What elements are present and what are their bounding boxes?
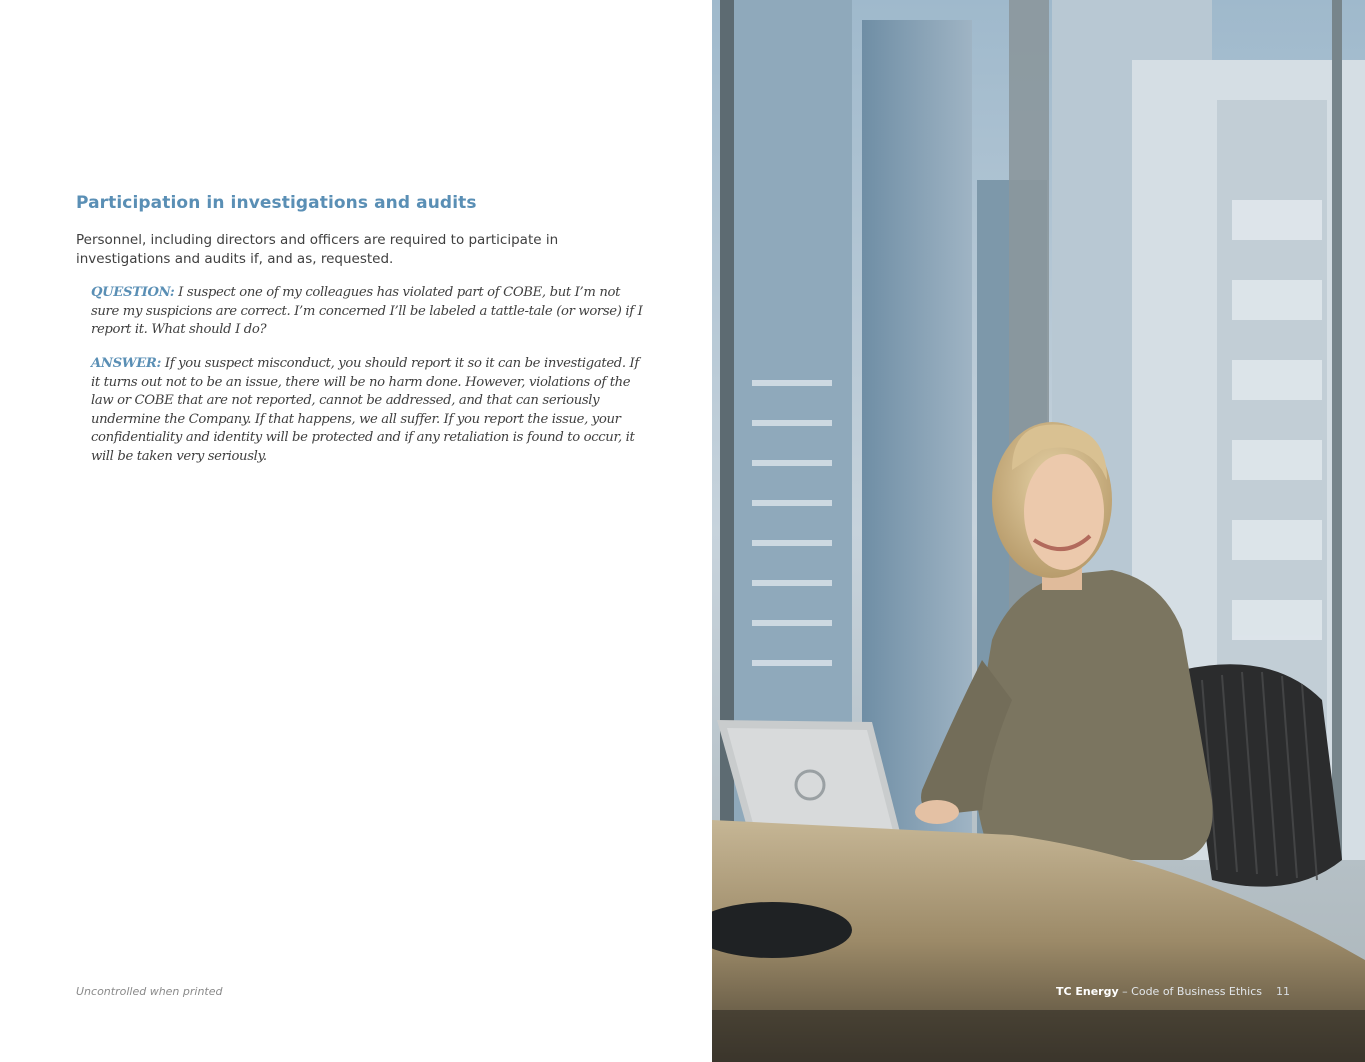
answer-block bbox=[91, 355, 651, 466]
answer-label: ANSWER: bbox=[91, 356, 162, 371]
intro-paragraph: Personnel, including directors and officers are required to participate in investigations and audits if, and as, requested. bbox=[76, 232, 559, 267]
page-footer bbox=[1056, 985, 1290, 998]
office-photo bbox=[712, 0, 1365, 1062]
question-text: I suspect one of my colleagues has violated part of COBE, but I’m not sure my suspicions are correct. I’m concerned I’ll be labeled a tattle-tale (or worse) if I report it. What should I do? bbox=[91, 285, 643, 337]
question-label: QUESTION: bbox=[91, 285, 175, 300]
page-number: 11 bbox=[1276, 985, 1290, 998]
uncontrolled-note: Uncontrolled when printed bbox=[76, 985, 223, 998]
answer-text: If you suspect misconduct, you should report it so it can be investigated. If it turns out not to be an issue, there will be no harm done. However, violations of the law or COBE that are not reported, cannot be addressed, and that can seriously undermine the Company. If that happens, we all suffer. If you report the issue, your confidentiality and identity will be protected and if any retaliation is found to occur, it will be taken very seriously. bbox=[91, 356, 639, 464]
footer-brand: TC Energy bbox=[1055, 985, 1119, 998]
footer-separator: – bbox=[1118, 985, 1132, 998]
office-photo-illustration bbox=[712, 0, 1365, 1062]
section-heading: Participation in investigations and audits bbox=[76, 193, 477, 213]
question-block bbox=[91, 284, 651, 340]
footer-doc-title: Code of Business Ethics bbox=[1131, 985, 1262, 998]
